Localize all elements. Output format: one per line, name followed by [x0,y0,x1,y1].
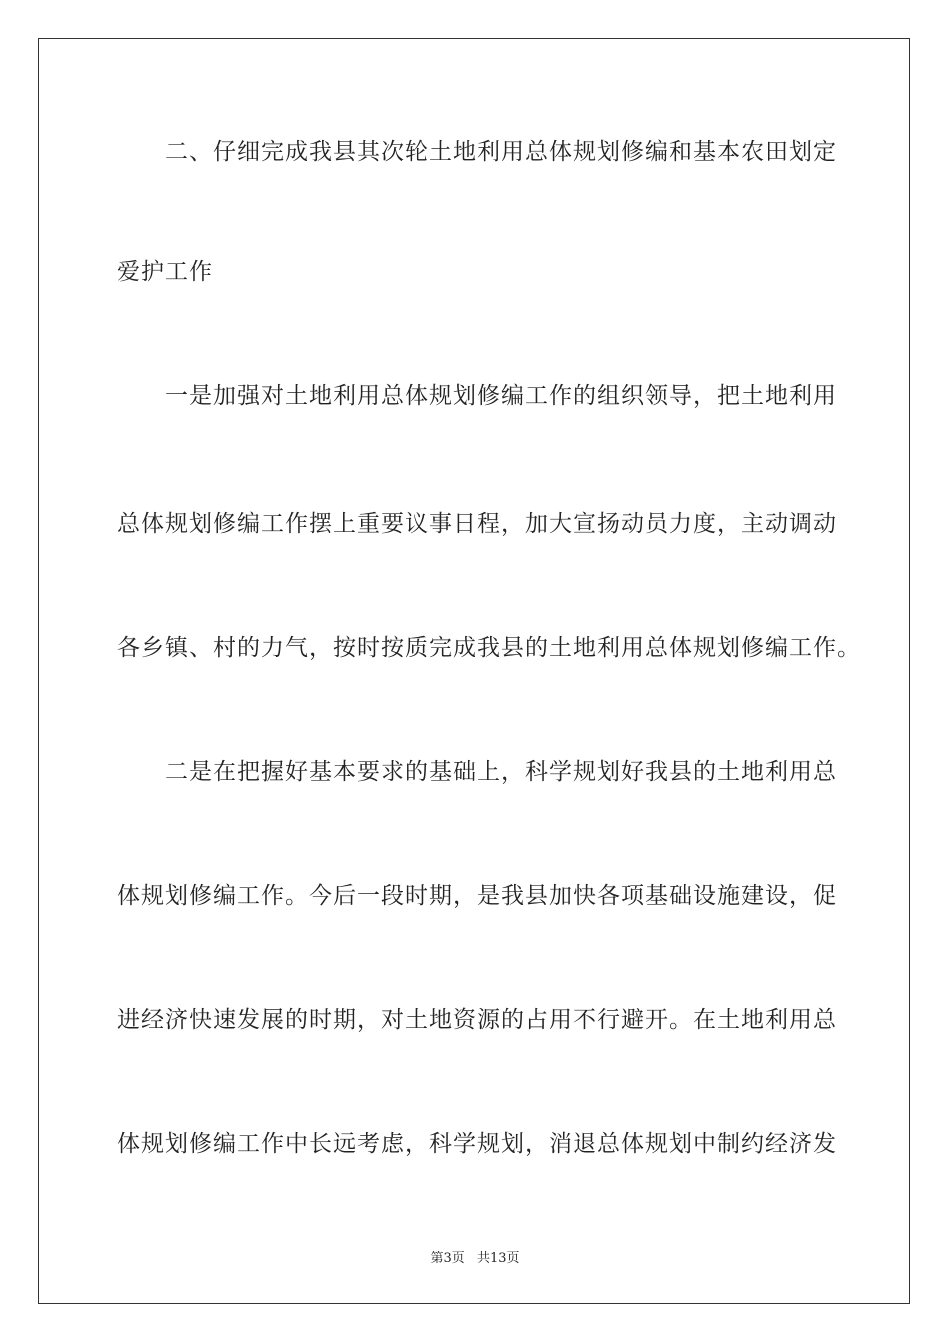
paragraph-1-line-2: 总体规划修编工作摆上重要议事日程，加大宣扬动员力度，主动调动 [117,511,837,537]
paragraph-1-line-1: 一是加强对土地利用总体规划修编工作的组织领导，把土地利用 [165,383,837,409]
section-heading-line-1: 二、仔细完成我县其次轮土地利用总体规划修编和基本农田划定 [165,139,837,165]
paragraph-1-line-3: 各乡镇、村的力气，按时按质完成我县的土地利用总体规划修编工作。 [117,635,861,661]
paragraph-2-line-3: 进经济快速发展的时期，对土地资源的占用不行避开。在土地利用总 [117,1007,837,1033]
paragraph-2-line-4: 体规划修编工作中长远考虑，科学规划，消退总体规划中制约经济发 [117,1131,837,1157]
page-footer [0,1247,950,1266]
paragraph-2-line-2: 体规划修编工作。今后一段时期，是我县加快各项基础设施建设，促 [117,883,837,909]
page-number: 第3页 [430,1251,465,1266]
section-heading-line-2: 爱护工作 [117,259,213,285]
page-border [38,38,910,1304]
page-total: 共13页 [476,1251,520,1266]
paragraph-2-line-1: 二是在把握好基本要求的基础上，科学规划好我县的土地利用总 [165,759,837,785]
